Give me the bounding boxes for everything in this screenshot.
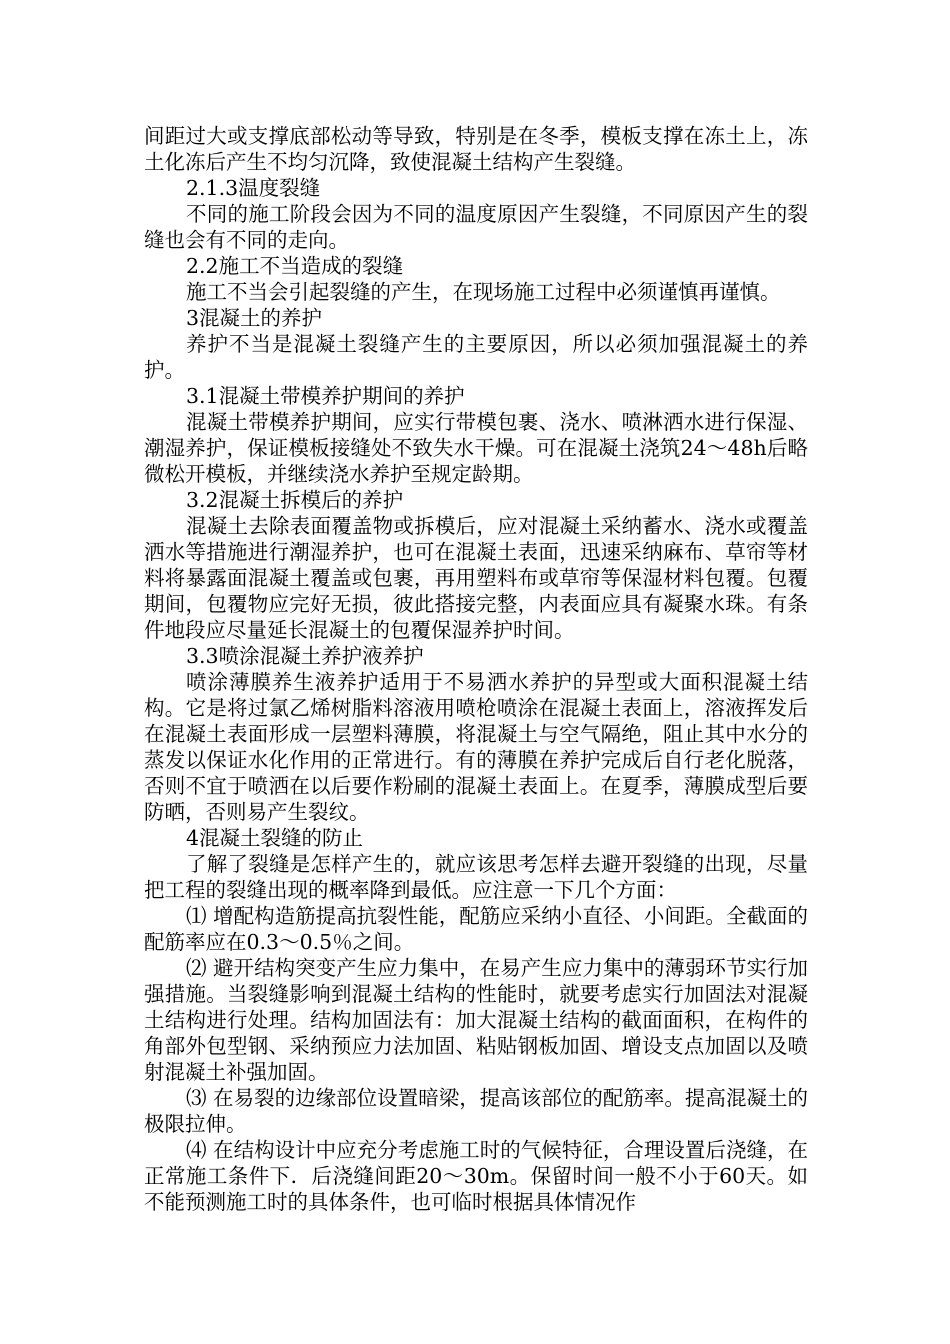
paragraph: 施工不当会引起裂缝的产生，在现场施工过程中必须谨慎再谨慎。 — [186, 280, 781, 304]
paragraph: 喷涂薄膜养生液养护适用于不易洒水养护的异型或大面积混凝土结构。它是将过氯乙烯树脂料溶液用喷枪喷涂在混凝土表面上，溶液挥发后在混凝土表面形成一层塑料薄膜，将混凝土与空气隔绝，阻止其中水分的蒸发以保证水化作用的正常进行。有的薄膜在养护完成后自行老化脱落，否则不宜于喷洒在以后要作粉刷的混凝土表面上。在夏季，薄膜成型后要防晒，否则易产生裂纹。 — [144, 670, 808, 824]
document-body — [144, 123, 808, 1215]
section-heading-3-3: 3.3喷涂混凝土养护液养护 — [186, 644, 424, 668]
paragraph: 养护不当是混凝土裂缝产生的主要原因，所以必须加强混凝土的养护。 — [144, 332, 808, 382]
paragraph: 不同的施工阶段会因为不同的温度原因产生裂缝，不同原因产生的裂缝也会有不同的走向。 — [144, 202, 808, 252]
paragraph-continued: 间距过大或支撑底部松动等导致，特别是在冬季，模板支撑在冻土上，冻土化冻后产生不均匀沉降，致使混凝土结构产生裂缝。 — [144, 124, 808, 174]
section-heading-3-1: 3.1混凝土带模养护期间的养护 — [186, 384, 465, 408]
list-item-4: ⑷ 在结构设计中应充分考虑施工时的气候特征，合理设置后浇缝，在正常施工条件下．后浇缝间距20～30m。保留时间一般不小于60天。如不能预测施工时的具体条件，也可临时根据具体情况作 — [144, 1138, 808, 1214]
section-heading-2-2: 2.2施工不当造成的裂缝 — [186, 254, 404, 278]
section-heading-4: 4混凝土裂缝的防止 — [186, 826, 364, 850]
section-heading-3-2: 3.2混凝土拆模后的养护 — [186, 488, 404, 512]
list-item-1: ⑴ 增配构造筋提高抗裂性能，配筋应采纳小直径、小间距。全截面的配筋率应在0.3～0.5％之间。 — [144, 904, 808, 954]
paragraph: 混凝土去除表面覆盖物或拆模后，应对混凝土采纳蓄水、浇水或覆盖洒水等措施进行潮湿养护，也可在混凝土表面，迅速采纳麻布、草帘等材料将暴露面混凝土覆盖或包裹，再用塑料布或草帘等保湿材料包覆。包覆期间，包覆物应完好无损，彼此搭接完整，内表面应具有凝聚水珠。有条件地段应尽量延长混凝土的包覆保湿养护时间。 — [144, 514, 808, 642]
section-heading-3: 3混凝土的养护 — [186, 306, 323, 330]
section-heading-2-1-3: 2.1.3温度裂缝 — [186, 176, 321, 200]
list-item-3: ⑶ 在易裂的边缘部位设置暗梁，提高该部位的配筋率。提高混凝土的极限拉伸。 — [144, 1086, 808, 1136]
paragraph: 了解了裂缝是怎样产生的，就应该思考怎样去避开裂缝的出现，尽量把工程的裂缝出现的概率降到最低。应注意一下几个方面： — [144, 852, 808, 902]
paragraph: 混凝土带模养护期间，应实行带模包裹、浇水、喷淋洒水进行保湿、潮湿养护，保证模板接缝处不致失水干燥。可在混凝土浇筑24～48h后略微松开模板，并继续浇水养护至规定龄期。 — [144, 410, 808, 486]
list-item-2: ⑵ 避开结构突变产生应力集中，在易产生应力集中的薄弱环节实行加强措施。当裂缝影响到混凝土结构的性能时，就要考虑实行加固法对混凝土结构进行处理。结构加固法有：加大混凝土结构的截面面积，在构件的角部外包型钢、采纳预应力法加固、粘贴钢板加固、增设支点加固以及喷射混凝土补强加固。 — [144, 956, 808, 1084]
